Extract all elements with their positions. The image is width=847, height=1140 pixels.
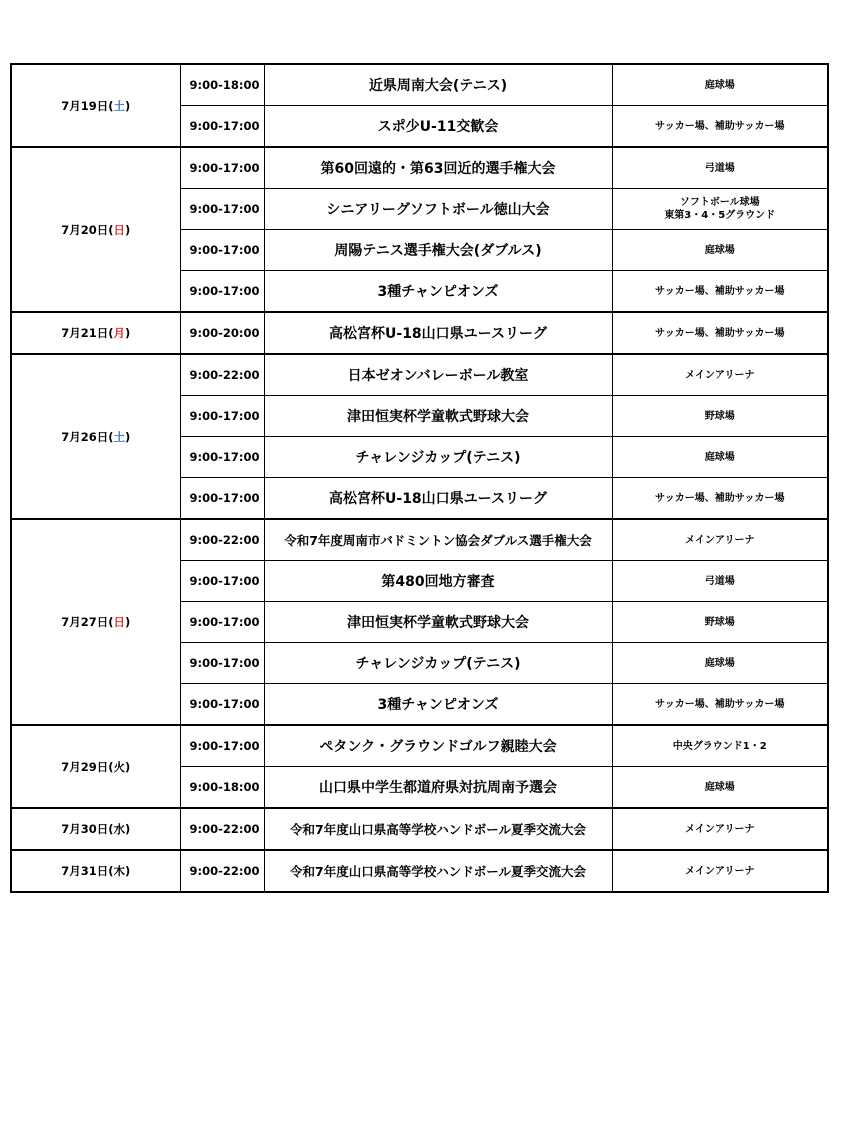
time-cell: 9:00-22:00 — [180, 519, 264, 561]
venue-cell — [612, 230, 828, 271]
venue-cell — [612, 106, 828, 148]
event-name-cell: 高松宮杯U-18山口県ユースリーグ — [264, 312, 612, 354]
event-name-cell: 第60回遠的・第63回近的選手権大会 — [264, 147, 612, 189]
event-name-cell: 令和7年度山口県高等学校ハンドボール夏季交流大会 — [264, 808, 612, 850]
venue-cell — [612, 808, 828, 850]
date-cell — [11, 312, 180, 354]
time-cell: 9:00-22:00 — [180, 850, 264, 892]
time-cell: 9:00-18:00 — [180, 64, 264, 106]
time-cell: 9:00-22:00 — [180, 354, 264, 396]
date-cell — [11, 147, 180, 312]
date-close-paren: ) — [125, 759, 131, 774]
schedule-row — [11, 519, 828, 561]
time-cell: 9:00-17:00 — [180, 684, 264, 726]
venue-line: 東第3・4・5グラウンド — [664, 210, 776, 221]
venue-line: 庭球場 — [704, 657, 735, 669]
date-text: 7月19日( — [61, 98, 114, 113]
weekday-text: 火 — [113, 759, 125, 774]
time-cell: 9:00-17:00 — [180, 147, 264, 189]
venue-line: 庭球場 — [704, 781, 735, 793]
venue-line: 弓道場 — [704, 162, 735, 174]
weekday-text: 水 — [113, 822, 125, 836]
date-cell — [11, 850, 180, 892]
venue-cell — [612, 189, 828, 230]
event-name-cell: 周陽テニス選手権大会(ダブルス) — [264, 230, 612, 271]
venue-line: 弓道場 — [704, 575, 735, 587]
date-text: 7月31日( — [61, 864, 114, 878]
event-name-cell: ペタンク・グラウンドゴルフ親睦大会 — [264, 725, 612, 767]
schedule-table — [10, 63, 829, 893]
date-cell — [11, 519, 180, 725]
venue-cell — [612, 396, 828, 437]
venue-cell — [612, 64, 828, 106]
venue-cell — [612, 312, 828, 354]
venue-line: 野球場 — [704, 410, 735, 422]
venue-line: サッカー場、補助サッカー場 — [654, 492, 785, 504]
time-cell: 9:00-17:00 — [180, 230, 264, 271]
time-cell: 9:00-17:00 — [180, 643, 264, 684]
schedule-row — [11, 725, 828, 767]
time-cell: 9:00-17:00 — [180, 189, 264, 230]
venue-line: サッカー場、補助サッカー場 — [654, 285, 785, 297]
weekday-text: 日 — [113, 222, 125, 237]
schedule-row — [11, 312, 828, 354]
weekday-text: 日 — [113, 615, 125, 629]
weekday-text: 土 — [113, 98, 125, 113]
venue-cell — [612, 767, 828, 809]
schedule-row — [11, 64, 828, 106]
time-cell: 9:00-17:00 — [180, 271, 264, 313]
event-name-cell: 山口県中学生都道府県対抗周南予選会 — [264, 767, 612, 809]
venue-cell — [612, 602, 828, 643]
venue-cell — [612, 725, 828, 767]
time-cell: 9:00-17:00 — [180, 561, 264, 602]
time-cell: 9:00-17:00 — [180, 106, 264, 148]
date-cell — [11, 354, 180, 519]
time-cell: 9:00-17:00 — [180, 725, 264, 767]
event-name-cell: 3種チャンピオンズ — [264, 684, 612, 726]
date-text: 7月30日( — [61, 822, 114, 836]
event-name-cell: シニアリーグソフトボール徳山大会 — [264, 189, 612, 230]
venue-line: サッカー場、補助サッカー場 — [654, 327, 785, 339]
date-close-paren: ) — [125, 222, 131, 237]
date-close-paren: ) — [125, 429, 131, 444]
venue-line: 中央グラウンド1・2 — [672, 740, 767, 752]
event-name-cell: 3種チャンピオンズ — [264, 271, 612, 313]
date-text: 7月21日( — [61, 326, 114, 340]
venue-cell — [612, 478, 828, 520]
venue-cell — [612, 561, 828, 602]
time-cell: 9:00-17:00 — [180, 602, 264, 643]
event-name-cell: スポ少U-11交歓会 — [264, 106, 612, 148]
date-text: 7月26日( — [61, 429, 114, 444]
date-cell — [11, 725, 180, 808]
event-name-cell: 近県周南大会(テニス) — [264, 64, 612, 106]
date-text: 7月27日( — [61, 615, 114, 629]
date-close-paren: ) — [125, 615, 131, 629]
venue-cell — [612, 271, 828, 313]
date-close-paren: ) — [125, 864, 131, 878]
schedule-body — [11, 64, 828, 892]
time-cell: 9:00-20:00 — [180, 312, 264, 354]
venue-line: サッカー場、補助サッカー場 — [654, 698, 785, 710]
venue-cell — [612, 643, 828, 684]
venue-line: 庭球場 — [704, 79, 735, 91]
event-name-cell: チャレンジカップ(テニス) — [264, 437, 612, 478]
venue-line: サッカー場、補助サッカー場 — [654, 120, 785, 132]
date-close-paren: ) — [125, 98, 131, 113]
date-close-paren: ) — [125, 822, 131, 836]
schedule-row — [11, 808, 828, 850]
venue-cell — [612, 354, 828, 396]
venue-cell — [612, 850, 828, 892]
event-name-cell: チャレンジカップ(テニス) — [264, 643, 612, 684]
event-name-cell: 第480回地方審査 — [264, 561, 612, 602]
time-cell: 9:00-17:00 — [180, 437, 264, 478]
weekday-text: 月 — [113, 326, 125, 340]
venue-line: 庭球場 — [704, 244, 735, 256]
schedule-row — [11, 147, 828, 189]
event-name-cell: 津田恒実杯学童軟式野球大会 — [264, 602, 612, 643]
venue-cell — [612, 147, 828, 189]
venue-line: 庭球場 — [704, 451, 735, 463]
venue-line: 野球場 — [704, 616, 735, 628]
time-cell: 9:00-17:00 — [180, 396, 264, 437]
event-name-cell: 津田恒実杯学童軟式野球大会 — [264, 396, 612, 437]
venue-cell — [612, 519, 828, 561]
date-text: 7月20日( — [61, 222, 114, 237]
time-cell: 9:00-18:00 — [180, 767, 264, 809]
event-name-cell: 令和7年度周南市バドミントン協会ダブルス選手権大会 — [264, 519, 612, 561]
venue-line: メインアリーナ — [685, 369, 755, 381]
date-close-paren: ) — [125, 326, 131, 340]
date-cell — [11, 808, 180, 850]
time-cell: 9:00-17:00 — [180, 478, 264, 520]
weekday-text: 木 — [113, 864, 125, 878]
event-name-cell: 令和7年度山口県高等学校ハンドボール夏季交流大会 — [264, 850, 612, 892]
event-name-cell: 高松宮杯U-18山口県ユースリーグ — [264, 478, 612, 520]
venue-line: メインアリーナ — [685, 823, 755, 835]
weekday-text: 土 — [113, 429, 125, 444]
event-name-cell: 日本ゼオンバレーボール教室 — [264, 354, 612, 396]
date-cell — [11, 64, 180, 147]
time-cell: 9:00-22:00 — [180, 808, 264, 850]
schedule-row — [11, 850, 828, 892]
venue-cell — [612, 684, 828, 726]
venue-line: ソフトボール球場 — [679, 197, 760, 208]
schedule-row — [11, 354, 828, 396]
date-text: 7月29日( — [61, 759, 114, 774]
venue-cell — [612, 437, 828, 478]
venue-line: メインアリーナ — [685, 534, 755, 546]
venue-line: メインアリーナ — [685, 865, 755, 877]
